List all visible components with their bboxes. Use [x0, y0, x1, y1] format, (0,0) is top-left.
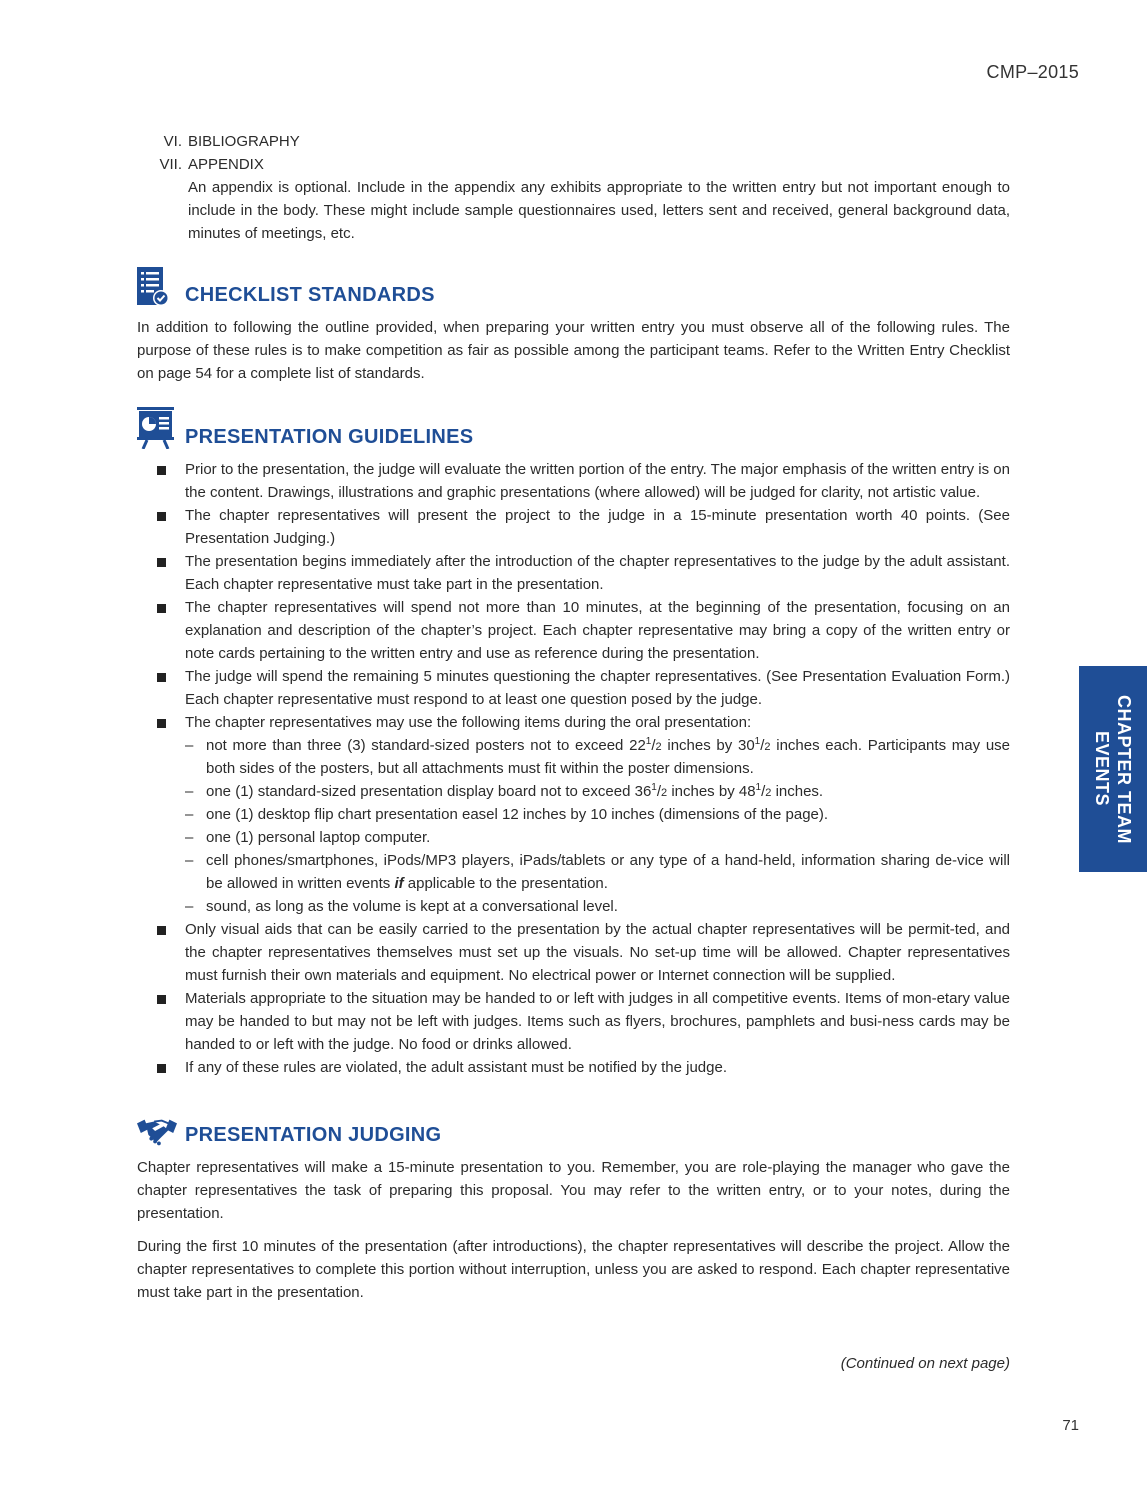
list-item: The chapter representatives will spend not more than 10 minutes, at the beginning of the presentation, focusing on an explanation and description of the chapter’s project. Each chapter representative may bring a copy of the written entry or note cards pertaining to the written entry and use as reference during the presentation.	[137, 596, 1010, 665]
bullet-square	[157, 995, 166, 1004]
outline-label: BIBLIOGRAPHY	[188, 133, 300, 150]
side-tab-label: CHAPTER TEAM EVENTS	[1092, 694, 1134, 844]
sub-list-item: – one (1) standard-sized presentation display board not to exceed $36^1/2$ inches by $48^1/2$ inches.	[185, 782, 824, 800]
continued-note: (Continued on next page)	[840, 1355, 1010, 1372]
bullet-square	[157, 604, 166, 613]
checklist-standards-text: In addition to following the outline provided, when preparing your written entry you must observe all of the following rules. The purpose of these rules is to make competition as fair as possible among the participant teams. Refer to the Written Entry Checklist on page 54 for a complete list of standards.	[137, 319, 1010, 382]
list-item: The chapter representatives may use the following items during the oral presentation: – not more than three (3) standard-sized posters not to exceed $22^1/2$ inches by $30^1/2$ inches each. Participants may use both sides of the posters, but all attachments must fit within the poster dimensions. – one (1) standard-sized presentation display board not to exceed $36^1/2$ inches by $48^1/2$ inches. – one (1) desktop flip chart presentation easel 12 inches by 10 inches (dimensions of the page). – one (1) personal laptop computer. – cell phones/smartphones, iPods/MP3 players, iPads/tablets or any type of a hand-held, information sharing de-vice will be allowed in written events if applicable to the presentation. – sound, as long as the volume is kept at a conversational level.	[137, 711, 1010, 918]
section-side-tab	[1079, 666, 1147, 872]
allowed-items-list	[185, 734, 1010, 918]
appendix-description: An appendix is optional. Include in the appendix any exhibits appropriate to the written entry but not important enough to include in the body. These might include sample questionnaires used, letters sent and received, general background data, minutes of meetings, etc.	[188, 179, 1010, 242]
bullet-square	[157, 558, 166, 567]
list-item: Prior to the presentation, the judge will evaluate the written portion of the entry. The major emphasis of the written entry is on the content. Drawings, illustrations and graphic presentations (where allowed) will be judged for clarity, not artistic value.	[137, 458, 1010, 504]
bullet-square	[157, 512, 166, 521]
list-item: The chapter representatives will present the project to the judge in a 15-minute presentation worth 40 points. (See Presentation Judging.)	[137, 504, 1010, 550]
outline-number: VII.	[159, 156, 182, 173]
checklist-standards-heading	[137, 265, 1010, 307]
presentation-judging-title: PRESENTATION JUDGING	[185, 1124, 442, 1146]
outline-item-bibliography	[137, 130, 1010, 153]
page-content	[137, 130, 1010, 1375]
page-number: 71	[1062, 1417, 1079, 1434]
guidelines-list	[137, 458, 1010, 1079]
sub-list-item: – sound, as long as the volume is kept at a conversational level.	[185, 898, 618, 915]
bullet-square	[157, 466, 166, 475]
sub-list-item: – one (1) personal laptop computer.	[185, 829, 431, 846]
list-item: Materials appropriate to the situation may be handed to or left with judges in all competitive events. Items of mon-etary value may be handed to but may not be left with judges. Items such as flyers, brochures, pamphlets and busi-ness cards may be handed to or left with the judge. No food or drinks allowed.	[137, 987, 1010, 1056]
bullet-square	[157, 926, 166, 935]
bullet-square	[157, 673, 166, 682]
document-code: CMP–2015	[986, 62, 1079, 82]
list-item: The judge will spend the remaining 5 minutes questioning the chapter representatives. (See Presentation Evaluation Form.) Each chapter representative must respond to at least one question posed by the judge.	[137, 665, 1010, 711]
checklist-standards-title: CHECKLIST STANDARDS	[185, 284, 435, 306]
checklist-icon	[137, 265, 177, 307]
judging-paragraph-2: During the first 10 minutes of the presentation (after introductions), the chapter representatives will describe the project. Allow the chapter representatives to complete this portion without interruption, unless you are asked to respond. Each chapter representative must take part in the presentation.	[137, 1238, 1010, 1301]
outline-item-appendix	[137, 153, 1010, 176]
presentation-guidelines-title: PRESENTATION GUIDELINES	[185, 426, 474, 448]
list-item: Only visual aids that can be easily carried to the presentation by the actual chapter representatives will be permit-ted, and the chapter representatives themselves must set up the visuals. No set-up time will be allowed. Chapter representatives must furnish their own materials and equipment. No electrical power or Internet connection will be supplied.	[137, 918, 1010, 987]
bullet-square	[157, 1064, 166, 1073]
handshake-icon	[137, 1105, 177, 1147]
outline-label: APPENDIX	[188, 156, 264, 173]
list-item: If any of these rules are violated, the adult assistant must be notified by the judge.	[137, 1056, 1010, 1079]
judging-paragraph-1: Chapter representatives will make a 15-minute presentation to you. Remember, you are role-playing the manager who gave the chapter representatives the task of preparing this proposal. You may refer to the written entry, or to your notes, during the presentation.	[137, 1159, 1010, 1222]
presentation-board-icon	[137, 407, 177, 449]
outline-number: VI.	[163, 133, 182, 150]
bullet-square	[157, 719, 166, 728]
sub-list-item: – cell phones/smartphones, iPods/MP3 players, iPads/tablets or any type of a hand-held, information sharing de-vice will be allowed in written events if applicable to the presentation.	[185, 852, 1010, 892]
sub-list-item: – not more than three (3) standard-sized posters not to exceed $22^1/2$ inches by $30^1/2$ inches each. Participants may use both sides of the posters, but all attachments must fit within the poster dimensions.	[185, 736, 1011, 777]
presentation-guidelines-heading	[137, 407, 1010, 449]
presentation-judging-heading	[137, 1105, 1010, 1147]
sub-list-item: – one (1) desktop flip chart presentation easel 12 inches by 10 inches (dimensions of the page).	[185, 806, 829, 823]
list-item: The presentation begins immediately after the introduction of the chapter representatives to the judge by the adult assistant. Each chapter representative must take part in the presentation.	[137, 550, 1010, 596]
